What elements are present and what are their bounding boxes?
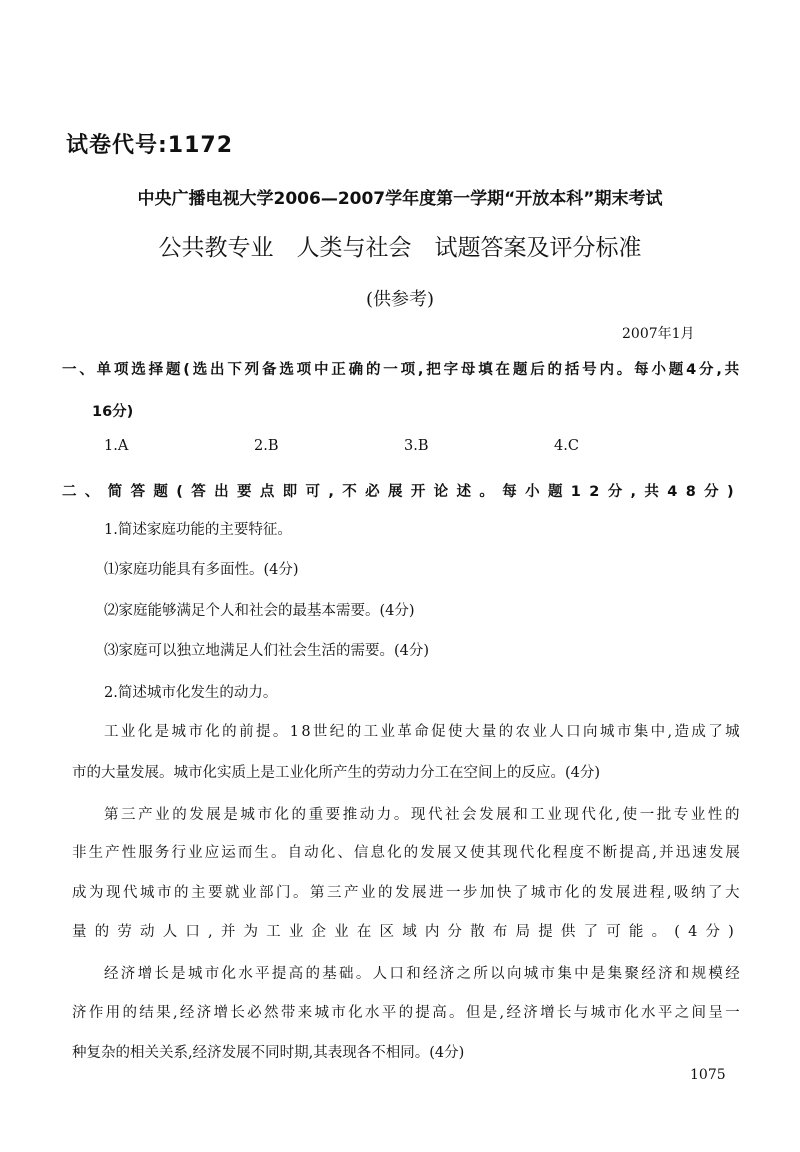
reference-note: (供参考): [365, 289, 435, 310]
q2-paragraph-2-line-4: 量的劳动人口,并为工业企业在区域内分散布局提供了可能。(4分): [72, 924, 742, 940]
q1-point-2: ⑵家庭能够满足个人和社会的最基本需要。(4分): [104, 603, 415, 619]
answer-4: 4.C: [554, 438, 579, 454]
answer-2: 2.B: [254, 438, 279, 454]
q1-point-3: ⑶家庭可以独立地满足人们社会生活的需要。(4分): [104, 643, 430, 659]
q2-paragraph-2-line-2: 非生产性服务行业应运而生。自动化、信息化的发展又使其现代化程度不断提高,并迅速发展: [72, 845, 742, 861]
exam-title: 中央广播电视大学2006—2007学年度第一学期“开放本科”期末考试: [137, 189, 663, 209]
paper-code: 试卷代号:1172: [66, 133, 234, 158]
q2-paragraph-3-line-2: 济作用的结果,经济增长必然带来城市化水平的提高。但是,经济增长与城市化水平之间呈一: [72, 1005, 742, 1021]
q2-paragraph-2-line-3: 成为现代城市的主要就业部门。第三产业的发展进一步加快了城市化的发展进程,吸纳了大: [72, 885, 742, 901]
subject-title: 公共教专业 人类与社会 试题答案及评分标准: [158, 235, 642, 261]
exam-date: 2007年1月: [622, 326, 695, 342]
q2-paragraph-2-line-1: 第三产业的发展是城市化的重要推动力。现代社会发展和工业现代化,使一批专业性的: [104, 807, 742, 823]
answer-1: 1.A: [104, 438, 129, 454]
section-1-heading-cont: 16分): [92, 404, 134, 420]
q1-point-1: ⑴家庭功能具有多面性。(4分): [104, 562, 299, 578]
question-1: 1.简述家庭功能的主要特征。: [104, 522, 292, 538]
section-1-heading: 一、单项选择题(选出下列备选项中正确的一项,把字母填在题后的括号内。每小题4分,共: [62, 362, 742, 378]
q2-paragraph-3-line-1: 经济增长是城市化水平提高的基础。人口和经济之所以向城市集中是集聚经济和规模经: [104, 966, 742, 982]
q2-paragraph-1-line-1: 工业化是城市化的前提。18世纪的工业革命促使大量的农业人口向城市集中,造成了城: [104, 724, 742, 740]
section-2-heading: 二、简答题(答出要点即可,不必展开论述。每小题12分,共48分): [62, 484, 742, 500]
answer-3: 3.B: [404, 438, 429, 454]
page-number: 1075: [690, 1067, 726, 1083]
q2-paragraph-1-line-2: 市的大量发展。城市化实质上是工业化所产生的劳动力分工在空间上的反应。(4分): [72, 765, 601, 781]
question-2: 2.简述城市化发生的动力。: [104, 685, 278, 701]
q2-paragraph-3-line-3: 种复杂的相关关系,经济发展不同时期,其表现各不相同。(4分): [72, 1045, 465, 1061]
